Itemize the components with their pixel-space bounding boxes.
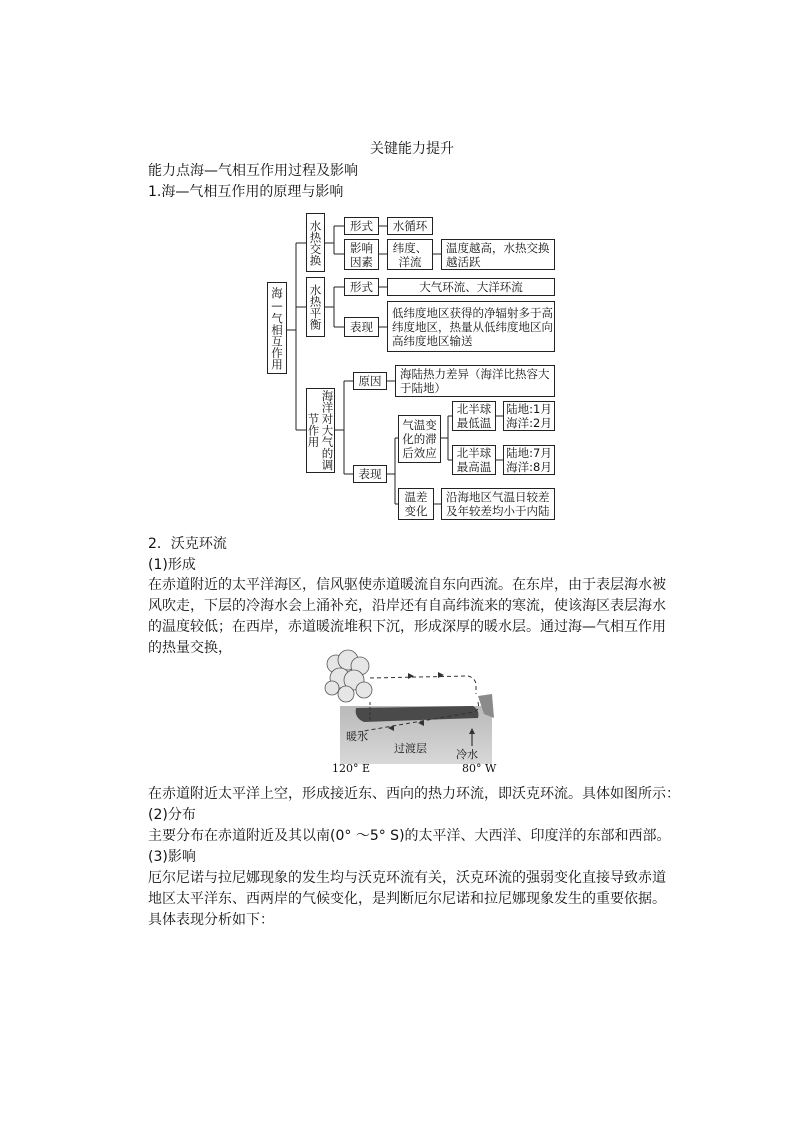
- node-water-cycle: 水循环: [387, 217, 433, 235]
- section-title: 能力点海—气相互作用过程及影响: [148, 163, 358, 179]
- node-cause: 原因: [353, 372, 387, 390]
- node-nh-min: 北半球最低温: [452, 401, 496, 431]
- node-performance: 表现: [344, 317, 379, 337]
- page-heading: 关键能力提升: [370, 141, 454, 157]
- node-temp-range: 温差变化: [398, 488, 434, 520]
- paragraph-walker: 在赤道附近太平洋上空，形成接近东、西向的热力环流，即沃克环流。具体如图所示：: [148, 786, 680, 802]
- node-lag-effect: 气温变化的滞后效应: [398, 415, 441, 463]
- subheading-distribution: (2)分布: [148, 807, 196, 823]
- item2-title: 2．沃克环流: [148, 536, 227, 552]
- node-min-values: 陆地:1月 海洋:2月: [503, 401, 555, 431]
- node-cause-text: 海陆热力差异（海洋比热容大于陆地）: [395, 365, 555, 397]
- mind-map: [0, 0, 794, 530]
- node-factor-value: 纬度、洋流: [387, 239, 433, 270]
- root-node: 海—气相互作用: [267, 282, 287, 374]
- item1-title: 1.海—气相互作用的原理与影响: [148, 184, 344, 200]
- node-performance-2: 表现: [353, 465, 387, 483]
- node-ocean-regulation: 海洋对大气的调节作用: [306, 388, 335, 473]
- node-factor: 影响因素: [344, 239, 379, 270]
- node-form: 形式: [344, 217, 379, 235]
- label-transition-layer: 过渡层: [394, 742, 427, 755]
- node-performance-text: 低纬度地区获得的净辐射多于高纬度地区，热量从低纬度地区向高纬度地区输送: [387, 301, 555, 352]
- node-temp-range-text: 沿海地区气温日较差及年较差均小于内陆: [441, 488, 555, 520]
- node-form-2: 形式: [344, 278, 379, 296]
- node-max-values: 陆地:7月 海洋:8月: [503, 445, 555, 475]
- node-water-heat-exchange: 水热交换: [306, 213, 325, 272]
- subheading-impact: (3)影响: [148, 849, 196, 865]
- label-warm-water: 暖水: [346, 730, 368, 743]
- node-water-heat-balance: 水热平衡: [306, 277, 325, 337]
- subheading-formation: (1)形成: [148, 557, 196, 573]
- walker-circulation-figure: [318, 648, 498, 776]
- node-nh-max: 北半球最高温: [452, 445, 496, 475]
- label-lon-east: 80° W: [462, 762, 497, 775]
- paragraph-distribution: 主要分布在赤道附近及其以南(0° ～5° S)的太平洋、大西洋、印度洋的东部和西部。: [148, 828, 671, 844]
- label-lon-west: 120° E: [332, 762, 371, 775]
- paragraph-impact: 厄尔尼诺与拉尼娜现象的发生均与沃克环流有关，沃克环流的强弱变化直接导致赤道地区太平洋东、西两岸的气候变化，是判断厄尔尼诺和拉尼娜现象发生的重要依据。具体表现分析如下：: [148, 870, 666, 928]
- node-circulation: 大气环流、大洋环流: [387, 278, 555, 296]
- node-factor-effect: 温度越高，水热交换越活跃: [441, 239, 555, 270]
- paragraph-formation: 在赤道附近的太平洋海区，信风驱使赤道暖流自东向西流。在东岸，由于表层海水被风吹走，下层的冷海水会上涌补充，沿岸还有自高纬流来的寒流，使该海区表层海水的温度较低；在西岸，赤道暖流堆积下沉，形成深厚的暖水层。通过海—气相互作用的热量交换，: [148, 577, 666, 656]
- label-cold-water: 冷水: [456, 748, 478, 761]
